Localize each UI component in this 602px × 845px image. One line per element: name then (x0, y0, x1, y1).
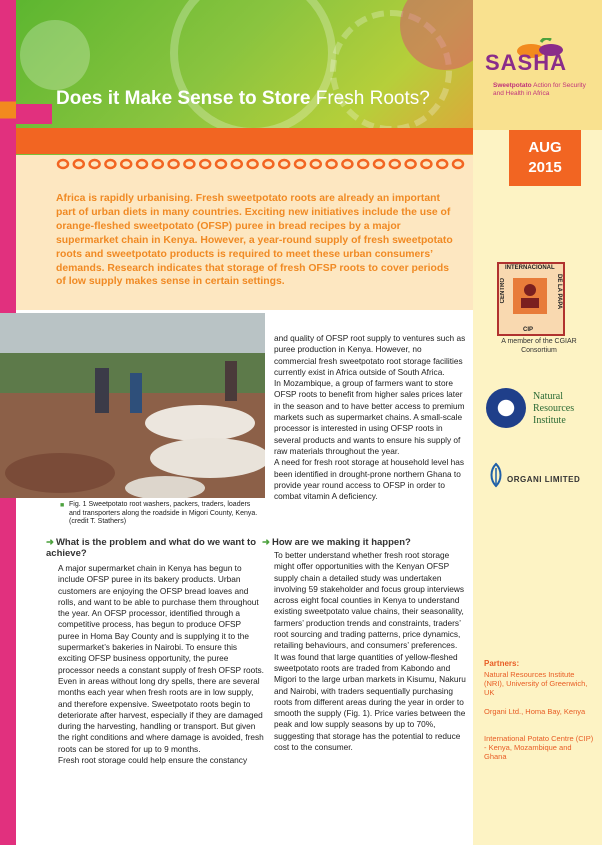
decorative-circle (453, 160, 463, 168)
date-year: 2015 (528, 159, 562, 176)
section1-paragraph: Fresh root storage could help ensure the constancy (58, 755, 248, 766)
section2-heading-text: How are we making it happen? (271, 537, 411, 548)
cip-logo-left: CENTRO (500, 278, 506, 304)
nri-seal-icon (486, 388, 526, 428)
partner-item: Natural Resources Institute (NRI), University of Greenwich, UK (484, 670, 588, 697)
partners-heading: Partners: (484, 659, 520, 668)
decorative-circle (342, 160, 352, 168)
decorative-circle (406, 160, 416, 168)
decorative-circle (216, 160, 226, 168)
partner-item: International Potato Centre (CIP) - Kenya, Mozambique and Ghana (484, 734, 594, 761)
decorative-circle (358, 160, 368, 168)
page-title (56, 88, 430, 110)
organi-logo-icon (487, 462, 505, 488)
decorative-circle (137, 160, 147, 168)
nri-logo-text (533, 391, 574, 427)
cip-emblem-icon (511, 276, 549, 316)
partner-item: Organi Ltd., Homa Bay, Kenya (484, 707, 586, 716)
decorative-circle (232, 160, 242, 168)
decorative-circle (263, 160, 273, 168)
tagline-word: Sweetpotato (493, 82, 532, 89)
decorative-circle (437, 160, 447, 168)
roadside-traders-photo (0, 313, 265, 498)
section1-paragraph: A major supermarket chain in Kenya has begun to include OFSP puree in its bakery products. Urban customers are enjoying the OFSP bread loaves and rolls, and want to be able to purchase them throughout the year. An OFSP processor, identified through a competitive process, has begun to produce OFSP puree in Homa Bay County and is supplying it to the supermarket’s bakeries in Nairobi. To ensure this exciting OFSP business opportunity, the puree processor needs a constant supply of fresh OFSP roots. Even in areas without long dry spells, there are several months each year when fresh roots are in low supply, and therefore expensive. Sweetpotato roots begin to deteriorate after harvest, especially if they are damaged during the harvesting, handling or transport. But given the right conditions and where damage is avoided, fresh roots can be stored for up to 9 months. (58, 563, 264, 754)
section2-paragraph: It was found that large quantities of yellow-fleshed sweetpotato roots are traded from Kabondo and Migori to the large urban markets in Kisumu, Nakuru and Nairobi, with traders sequentially purchasing roots from different areas during the year in order to smooth the supply (Fig. 1). Price varies between the peak and low supply seasons by up to 70%, suggesting that storage has the potential to reduce cost to the consumer. (274, 651, 466, 753)
nri-line: Institute (533, 415, 566, 426)
title-light: Fresh Roots? (315, 88, 430, 109)
cip-logo (497, 262, 565, 336)
decorative-circle (295, 160, 305, 168)
column2-paragraph: A need for fresh root storage at household level has been identified in drought-prone northern Ghana to provide year round access to OFSP in order to combat vitamin A deficiency. (274, 457, 465, 502)
section1-heading-text: What is the problem and what do we want to achieve? (46, 537, 257, 559)
section1-heading (46, 537, 261, 559)
sasha-logo: SASHA (485, 50, 568, 75)
section2-paragraph: To better understand whether fresh root storage might offer opportunities with the Kenyan OFSP supply chain a detailed study was undertaken involving 59 stakeholder and focus group interviews across eight focal counties in Kenya to understand existing sweetpotato value chains, their seasonality, farmers’ production trends and constraints, traders’ root sourcing and trading patterns, price dynamics, retailing behaviours, and consumers’ preferences. (274, 550, 465, 651)
photo-illustration-icon (0, 313, 265, 498)
decorative-circle (90, 160, 100, 168)
caption-marker-icon: ■ (60, 502, 65, 509)
orange-strip (0, 128, 473, 154)
cip-logo-right: DE LA PAPA (556, 274, 562, 310)
decorative-circle (390, 160, 400, 168)
decorative-circle (153, 160, 163, 168)
nri-line: Natural (533, 391, 563, 402)
decorative-circle (58, 160, 68, 168)
cip-caption: A member of the CGIAR Consortium (501, 338, 577, 354)
intro-text: Africa is rapidly urbanising. Fresh sweetpotato roots are already an important part of urban diets in many countries. Exciting new initiatives include the use of orange-fleshed sweetpotato (OFSP) puree in bread recipes by a major supermarket chain in Kenya. However, a year-round supply of fresh sweetpotato roots and sweetpotato products is required to meet these urban consumers’ demands. Research indicates that storage of fresh OFSP roots to cover periods of low supply makes sense in certain settings. (56, 193, 453, 288)
decorative-circle (311, 160, 321, 168)
column2-paragraph: and quality of OFSP root supply to ventures such as puree production in Kenya. However, no commercial fresh sweetpotato root storage facilities currently exist in Africa outside of South Africa. (274, 333, 466, 377)
decorative-circle (374, 160, 384, 168)
decorative-circle (248, 160, 258, 168)
arrow-icon: ➜ (46, 537, 54, 548)
column2-paragraph: In Mozambique, a group of farmers want to store OFSP roots to benefit from higher sales prices later in the season and to have better access to premium markets such as supermarket chains. A small-scale processor is interested in using OFSP roots in several products and wants to ensure his supply of raw materials throughout the year. (274, 378, 465, 456)
pink-accent-bottom (0, 720, 16, 845)
cip-logo-bottom: CIP (523, 327, 534, 333)
sasha-tagline (493, 82, 597, 98)
date-month: AUG (528, 139, 562, 156)
tagline-rest: Action for Security and Health in Africa (493, 82, 586, 97)
photo-caption: Fig. 1 Sweetpotato root washers, packers, traders, loaders and transporters along the roadside in Migori County, Kenya. (credit T. Stathers) (69, 501, 258, 525)
title-main: Does it Make Sense to Store (56, 88, 311, 109)
decorative-circle (184, 160, 194, 168)
date-badge (509, 130, 581, 186)
section2-heading (262, 537, 472, 548)
arrow-icon: ➜ (262, 537, 270, 548)
column1-text (58, 563, 264, 766)
decorative-circle (200, 160, 210, 168)
decorative-pattern-icon (56, 158, 468, 170)
decorative-circle (74, 160, 84, 168)
decorative-circle (279, 160, 289, 168)
cip-logo-top: INTERNACIONAL (505, 265, 555, 271)
decorative-circle (327, 160, 337, 168)
decorative-circle (169, 160, 179, 168)
decorative-circle (105, 160, 115, 168)
column2-text (274, 333, 466, 502)
decorative-circle (421, 160, 431, 168)
nri-line: Resources (533, 403, 575, 414)
organi-logo-text: ORGANI LIMITED (507, 475, 581, 484)
section2-text (274, 550, 466, 753)
decorative-circle (121, 160, 131, 168)
